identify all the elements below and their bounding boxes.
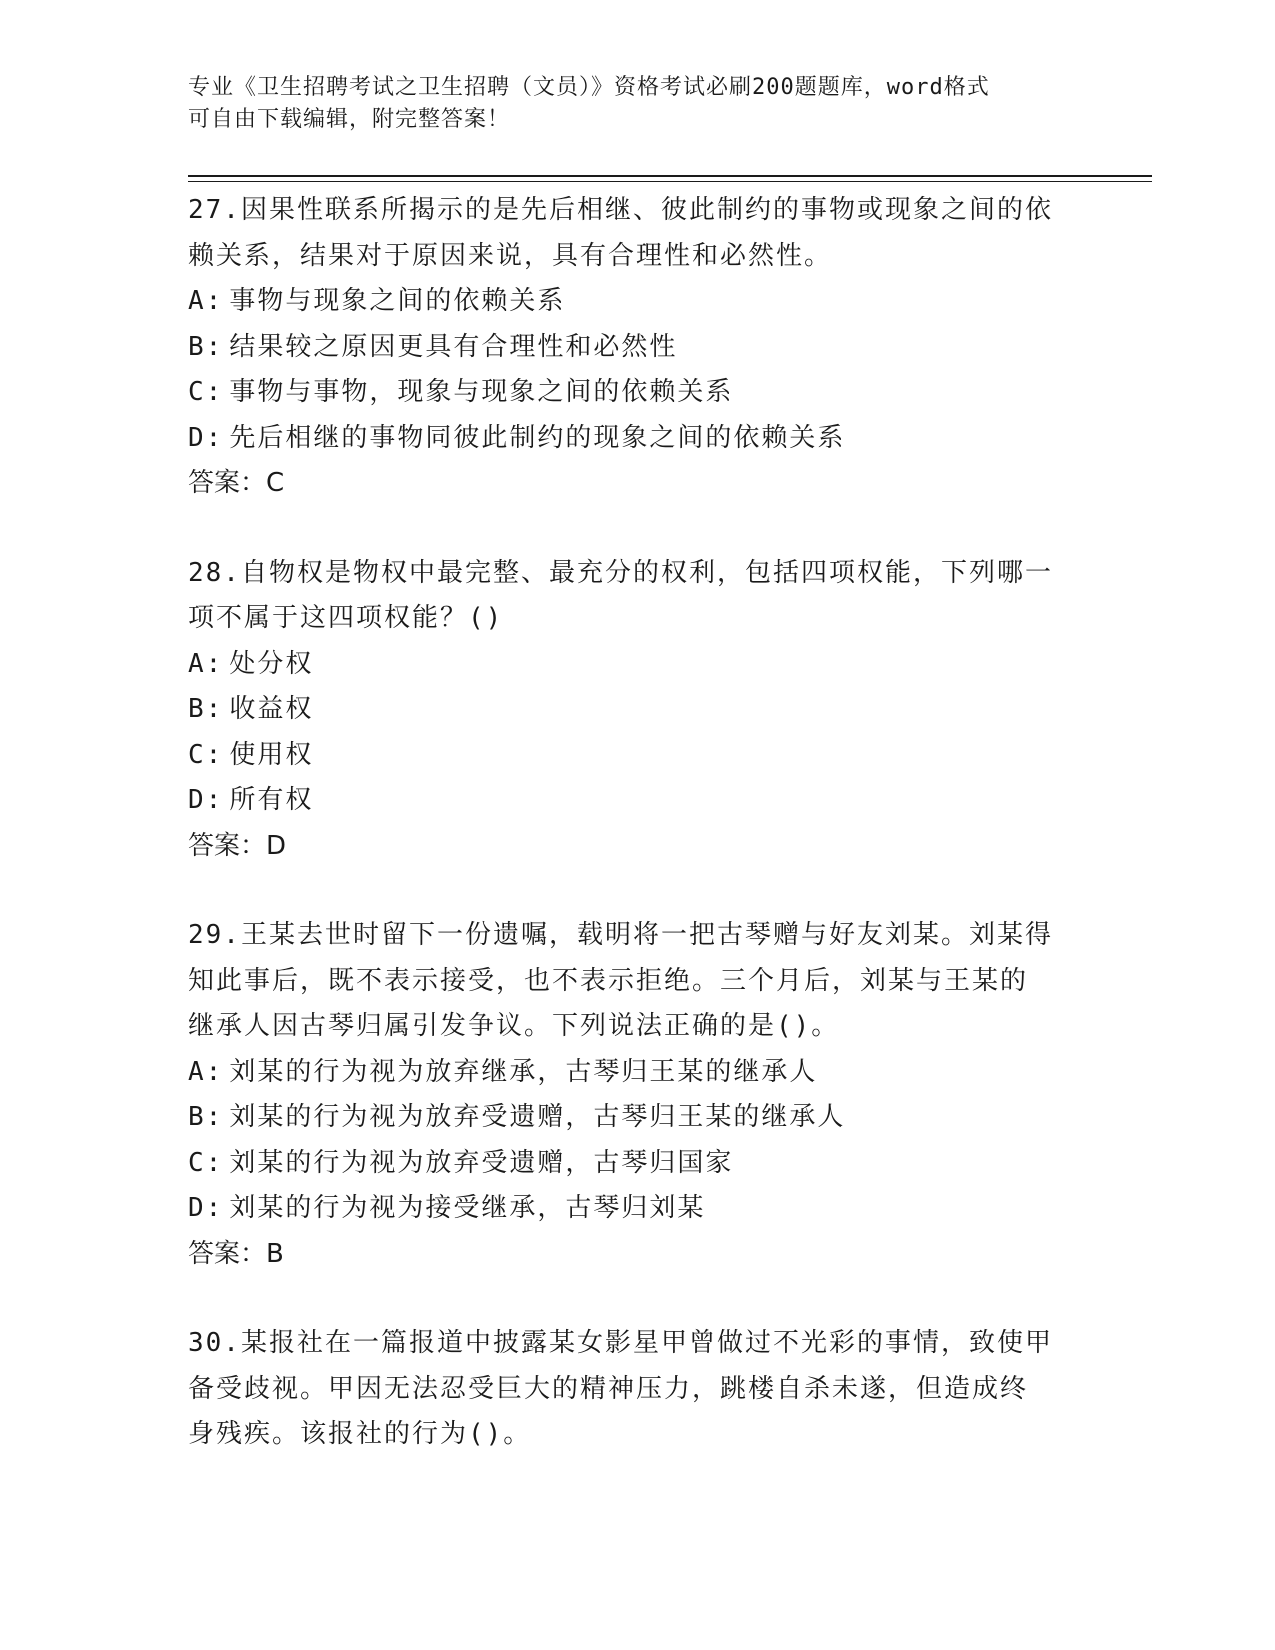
option-a [188, 279, 1088, 325]
option-label: C: [188, 377, 224, 407]
question-stem [188, 188, 1088, 279]
option-c [188, 1141, 1088, 1187]
option-text: 事物与现象之间的依赖关系 [229, 286, 566, 316]
question-stem [188, 1321, 1088, 1458]
option-label: B: [188, 694, 224, 724]
option-d [188, 416, 1088, 462]
option-label: B: [188, 331, 224, 362]
question-stem [188, 913, 1088, 1050]
stem-line: 身残疾。该报社的行为()。 [188, 1419, 532, 1449]
option-label: D: [188, 785, 224, 815]
option-label: A: [188, 1056, 224, 1087]
option-b [188, 1095, 1088, 1141]
question-list [188, 188, 1088, 1502]
stem-line: 备受歧视。甲因无法忍受巨大的精神压力，跳楼自杀未遂，但造成终 [188, 1373, 1029, 1404]
option-text: 结果较之原因更具有合理性和必然性 [229, 331, 678, 362]
option-text: 收益权 [229, 694, 314, 724]
option-text: 刘某的行为视为放弃继承，古琴归王某的继承人 [229, 1056, 818, 1087]
option-a [188, 1050, 1088, 1096]
option-text: 处分权 [229, 648, 314, 679]
header-divider-thick [188, 175, 1152, 177]
stem-line: 项不属于这四项权能？() [188, 603, 504, 633]
option-text: 事物与事物，现象与现象之间的依赖关系 [229, 377, 734, 407]
option-b [188, 687, 1088, 733]
question-29 [188, 913, 1088, 1277]
option-text: 刘某的行为视为放弃受遗赠，古琴归国家 [229, 1147, 734, 1178]
stem-line: 30.某报社在一篇报道中披露某女影星甲曾做过不光彩的事情，致使甲 [188, 1328, 1053, 1358]
question-28 [188, 551, 1088, 870]
option-d [188, 778, 1088, 824]
option-label: D: [188, 422, 224, 453]
option-text: 刘某的行为视为放弃受遗赠，古琴归王某的继承人 [229, 1102, 846, 1132]
header-line: 可自由下载编辑，附完整答案！ [188, 107, 511, 132]
stem-line: 继承人因古琴归属引发争议。下列说法正确的是()。 [188, 1011, 840, 1041]
option-label: C: [188, 1147, 224, 1178]
option-c [188, 733, 1088, 779]
stem-line: 27.因果性联系所揭示的是先后相继、彼此制约的事物或现象之间的依 [188, 195, 1053, 225]
question-30 [188, 1321, 1088, 1458]
option-label: D: [188, 1193, 224, 1223]
stem-line: 知此事后，既不表示接受，也不表示拒绝。三个月后，刘某与王某的 [188, 965, 1029, 996]
stem-line: 29.王某去世时留下一份遗嘱，载明将一把古琴赠与好友刘某。刘某得 [188, 920, 1053, 950]
document-header [188, 72, 1068, 136]
header-line: 专业《卫生招聘考试之卫生招聘（文员）》资格考试必刷200题题库，word格式 [188, 75, 990, 100]
header-divider-thin [188, 181, 1152, 182]
stem-line: 赖关系，结果对于原因来说，具有合理性和必然性。 [188, 240, 833, 271]
option-d [188, 1186, 1088, 1232]
option-a [188, 642, 1088, 688]
option-label: A: [188, 286, 224, 316]
answer-line: 答案：D [188, 830, 287, 861]
option-c [188, 370, 1088, 416]
option-text: 刘某的行为视为接受继承，古琴归刘某 [229, 1193, 706, 1223]
option-label: A: [188, 648, 224, 679]
option-label: B: [188, 1102, 224, 1132]
option-text: 先后相继的事物同彼此制约的现象之间的依赖关系 [229, 422, 846, 453]
option-b [188, 325, 1088, 371]
stem-line: 28.自物权是物权中最完整、最充分的权利，包括四项权能，下列哪一 [188, 557, 1053, 588]
option-label: C: [188, 739, 224, 770]
answer-line: 答案：C [188, 468, 285, 498]
option-text: 使用权 [229, 739, 314, 770]
option-text: 所有权 [229, 785, 314, 815]
question-27 [188, 188, 1088, 507]
answer-line: 答案：B [188, 1238, 284, 1269]
question-stem [188, 551, 1088, 642]
